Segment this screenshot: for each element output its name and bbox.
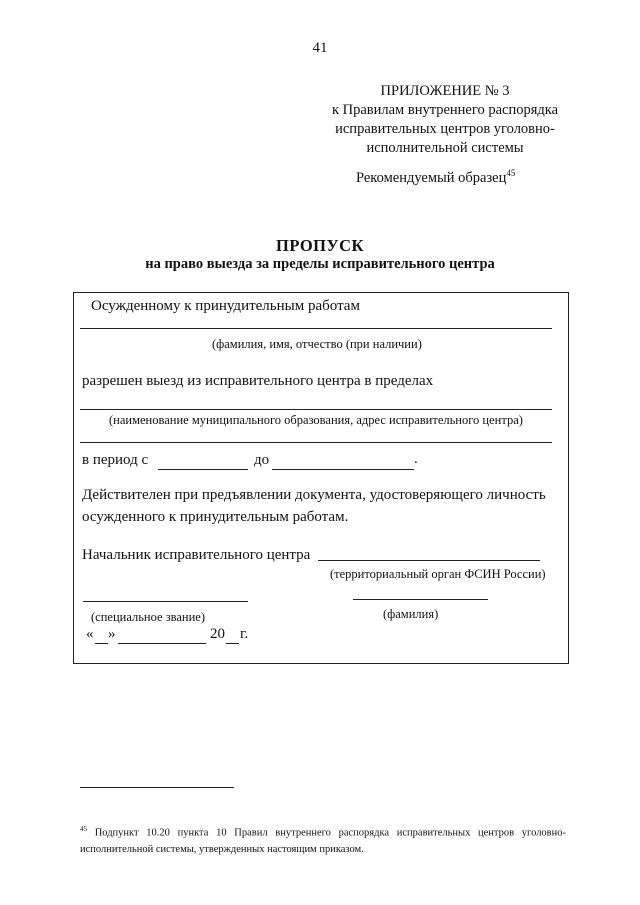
period-end-mark: . (414, 451, 418, 467)
appendix-line-1: к Правилам внутреннего распорядка (331, 102, 559, 118)
surname-hint: (фамилия) (383, 607, 439, 621)
period-to-label: до (254, 452, 270, 468)
year-prefix: 20 (210, 626, 225, 642)
date-close-quote: » (108, 626, 116, 642)
rank-hint: (специальное звание) (91, 610, 206, 624)
appendix-line-2: исправительных центров уголовно- (335, 121, 555, 137)
validity-text-line-1: Действителен при предъявлении документа, удостоверяющего личность (82, 487, 546, 503)
permission-text: разрешен выезд из исправительного центра в пределах (82, 373, 434, 389)
period-to-field[interactable] (272, 469, 414, 470)
page-number: 41 (312, 40, 328, 56)
validity-text-line-2: осужденного к принудительным работам. (82, 509, 349, 525)
document-subtitle: на право выезда за пределы исправительного центра (145, 256, 495, 272)
head-label: Начальник исправительного центра (82, 547, 311, 563)
sample-label (356, 168, 515, 187)
appendix-header (300, 82, 590, 158)
date-year-field[interactable] (226, 643, 239, 644)
date-open-quote: « (86, 626, 94, 642)
location-fill-line[interactable] (80, 409, 552, 410)
period-from-label: в период с (82, 452, 149, 468)
sample-footnote-ref: 45 (506, 168, 516, 178)
authority-hint: (территориальный орган ФСИН России) (330, 567, 546, 581)
rank-fill-line[interactable] (83, 601, 248, 602)
year-suffix: г. (240, 626, 249, 642)
addressee-label: Осужденному к принудительным работам (91, 298, 360, 314)
footnote-separator (80, 787, 234, 788)
surname-fill-line[interactable] (353, 599, 488, 600)
document-title: ПРОПУСК (276, 236, 364, 255)
period-from-field[interactable] (158, 469, 248, 470)
date-day-field[interactable] (95, 643, 108, 644)
appendix-title: ПРИЛОЖЕНИЕ № 3 (380, 83, 510, 99)
authority-fill-line[interactable] (318, 560, 540, 561)
name-fill-line[interactable] (80, 328, 552, 329)
location-hint: (наименование муниципального образования, адрес исправительного центра) (109, 413, 523, 427)
appendix-line-3: исполнительной системы (366, 140, 524, 156)
footnote-number: 45 (80, 825, 87, 833)
location-fill-line-2[interactable] (80, 442, 552, 443)
sample-label-text: Рекомендуемый образец (356, 169, 507, 186)
date-month-field[interactable] (118, 643, 206, 644)
name-hint: (фамилия, имя, отчество (при наличии) (212, 337, 422, 351)
footnote (80, 821, 566, 858)
footnote-text: Подпункт 10.20 пункта 10 Правил внутреннего распорядка исправительных центров уголовно-исполнительной системы, утвержденных настоящим приказом. (80, 827, 567, 855)
